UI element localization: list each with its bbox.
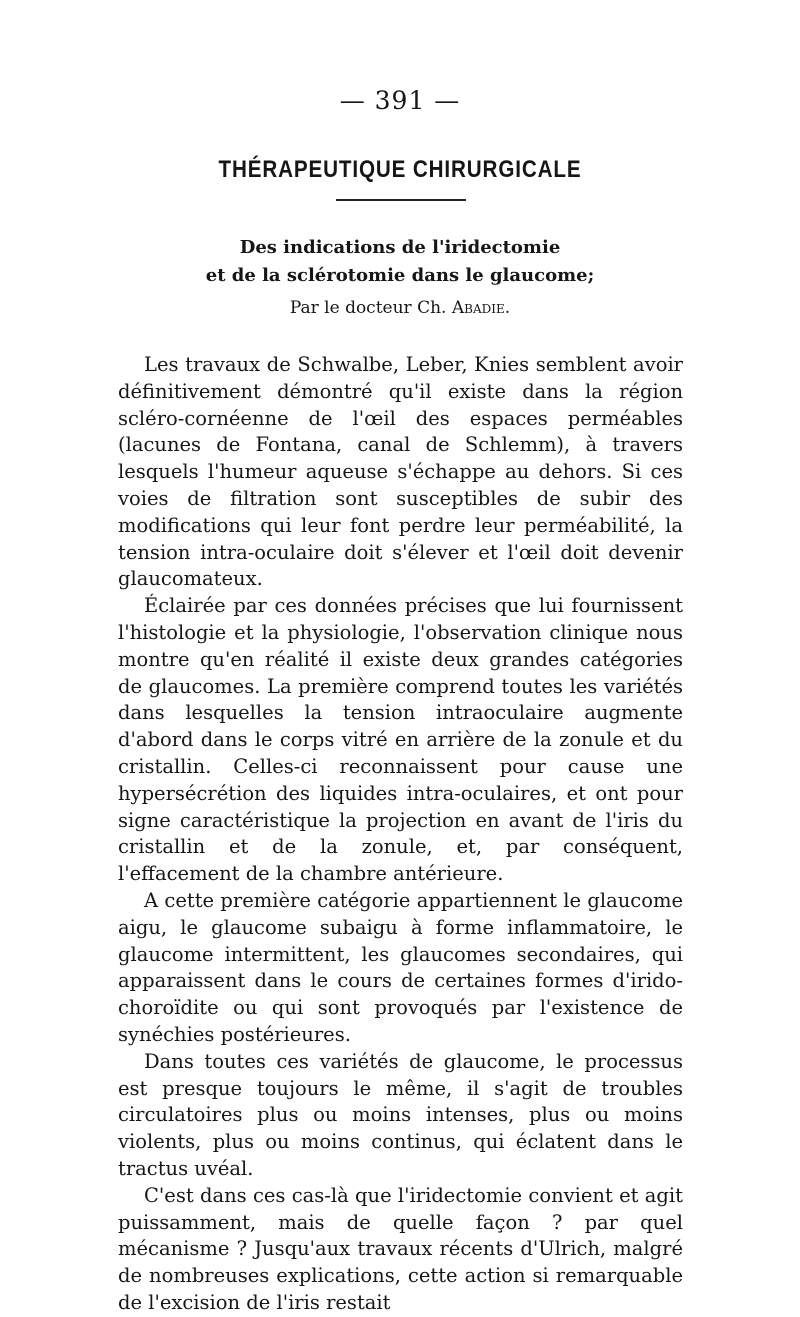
article-title xyxy=(0,234,800,290)
page-number: — 391 — xyxy=(339,86,461,115)
section-title: THÉRAPEUTIQUE CHIRURGICALE xyxy=(218,156,582,183)
article-body xyxy=(118,352,683,1317)
byline-prefix: Par le docteur Ch. xyxy=(289,298,447,318)
byline-author: Abadie. xyxy=(451,298,511,318)
title-rule xyxy=(336,199,466,201)
article-title-line-1: Des indications de l'iridectomie xyxy=(239,237,561,258)
byline xyxy=(0,298,800,318)
paragraph: Éclairée par ces données précises que lui fournissent l'histologie et la physiologie, l'observation clinique nous montre qu'en réalité il existe deux grandes catégories de glaucomes. La première comprend toutes les variétés dans lesquelles la tension intraoculaire augmente d'abord dans le corps vitré en arrière de la zonule et du cristallin. Celles-ci reconnaissent pour cause une hypersécrétion des liquides intra-oculaires, et ont pour signe caractéristique la projection en avant de l'iris du cristallin et de la zonule, et, par conséquent, l'effacement de la chambre antérieure. xyxy=(118,594,683,886)
paragraph: Les travaux de Schwalbe, Leber, Knies semblent avoir définitivement démontré qu'il existe dans la région scléro-cornéenne de l'œil des espaces perméables (lacunes de Fontana, canal de Schlemm), à travers lesquels l'humeur aqueuse s'échappe au dehors. Si ces voies de filtration sont susceptibles de subir des modifications qui leur font perdre leur perméabilité, la tension intra-oculaire doit s'élever et l'œil doit devenir glaucomateux. xyxy=(118,353,683,591)
paragraph: Dans toutes ces variétés de glaucome, le processus est presque toujours le même, il s'agit de troubles circulatoires plus ou moins intenses, plus ou moins violents, plus ou moins continus, qui éclatent dans le tractus uvéal. xyxy=(118,1049,683,1180)
paragraph: C'est dans ces cas-là que l'iridectomie convient et agit puissamment, mais de quelle façon ? par quel mécanisme ? Jusqu'aux travaux récents d'Ulrich, malgré de nombreuses explications, cette action si remarquable de l'excision de l'iris restait xyxy=(118,1183,683,1314)
article-title-line-2: et de la sclérotomie dans le glaucome; xyxy=(205,265,595,286)
paragraph: A cette première catégorie appartiennent le glaucome aigu, le glaucome subaigu à forme inflammatoire, le glaucome intermittent, les glaucomes secondaires, qui apparaissent dans le cours de certaines formes d'irido-choroïdite ou qui sont provoqués par l'existence de synéchies postérieures. xyxy=(118,888,683,1046)
